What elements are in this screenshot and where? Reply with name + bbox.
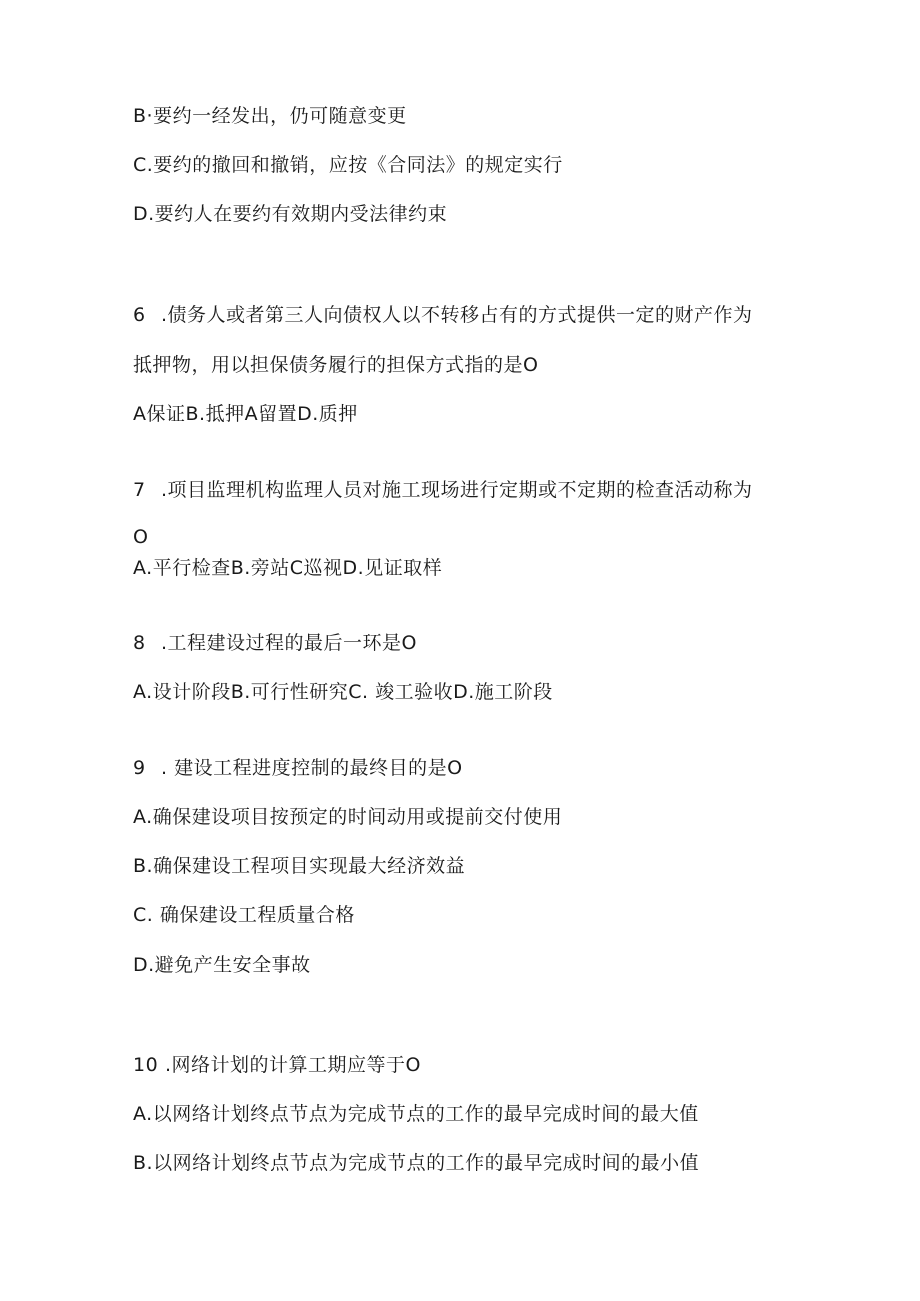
q9-option-d: D.避免产生安全事故 [133, 954, 311, 976]
q5-option-b: B·要约一经发出，仍可随意变更 [133, 105, 407, 127]
question-text: . 建设工程进度控制的最终目的是O [161, 757, 463, 779]
question-number: 9 [133, 757, 146, 779]
q6-stem-line-2: 抵押物，用以担保债务履行的担保方式指的是O [133, 354, 539, 376]
q10-option-a: A.以网络计划终点节点为完成节点的工作的最早完成时间的最大值 [133, 1103, 699, 1125]
q9-option-a: A.确保建设项目按预定的时间动用或提前交付使用 [133, 806, 563, 828]
question-text: .工程建设过程的最后一环是O [161, 632, 417, 654]
q5-option-c: C.要约的撤回和撤销，应按《合同法》的规定实行 [133, 154, 563, 176]
q7-stem-line-2: O [133, 526, 149, 548]
q10-stem [133, 1053, 421, 1077]
question-number: 6 [133, 304, 146, 326]
q7-options: A.平行检查B.旁站C巡视D.见证取样 [133, 557, 443, 579]
q9-stem [133, 756, 463, 780]
question-number: 8 [133, 632, 146, 654]
q7-stem-line-1 [133, 478, 753, 502]
q6-options: A保证B.抵押A留置D.质押 [133, 403, 358, 425]
question-text: .债务人或者第三人向债权人以不转移占有的方式提供一定的财产作为 [161, 304, 753, 326]
q8-stem [133, 631, 417, 655]
q5-option-d: D.要约人在要约有效期内受法律约束 [133, 203, 448, 225]
question-number: 10 [133, 1054, 159, 1076]
q8-options: A.设计阶段B.可行性研究C. 竣工验收D.施工阶段 [133, 681, 553, 703]
q6-stem-line-1 [133, 303, 753, 327]
q9-option-c: C. 确保建设工程质量合格 [133, 904, 355, 926]
q9-option-b: B.确保建设工程项目实现最大经济效益 [133, 855, 466, 877]
q10-option-b: B.以网络计划终点节点为完成节点的工作的最早完成时间的最小值 [133, 1152, 700, 1174]
question-text: .网络计划的计算工期应等于O [165, 1054, 421, 1076]
question-text: .项目监理机构监理人员对施工现场进行定期或不定期的检查活动称为 [161, 479, 753, 501]
question-number: 7 [133, 479, 146, 501]
